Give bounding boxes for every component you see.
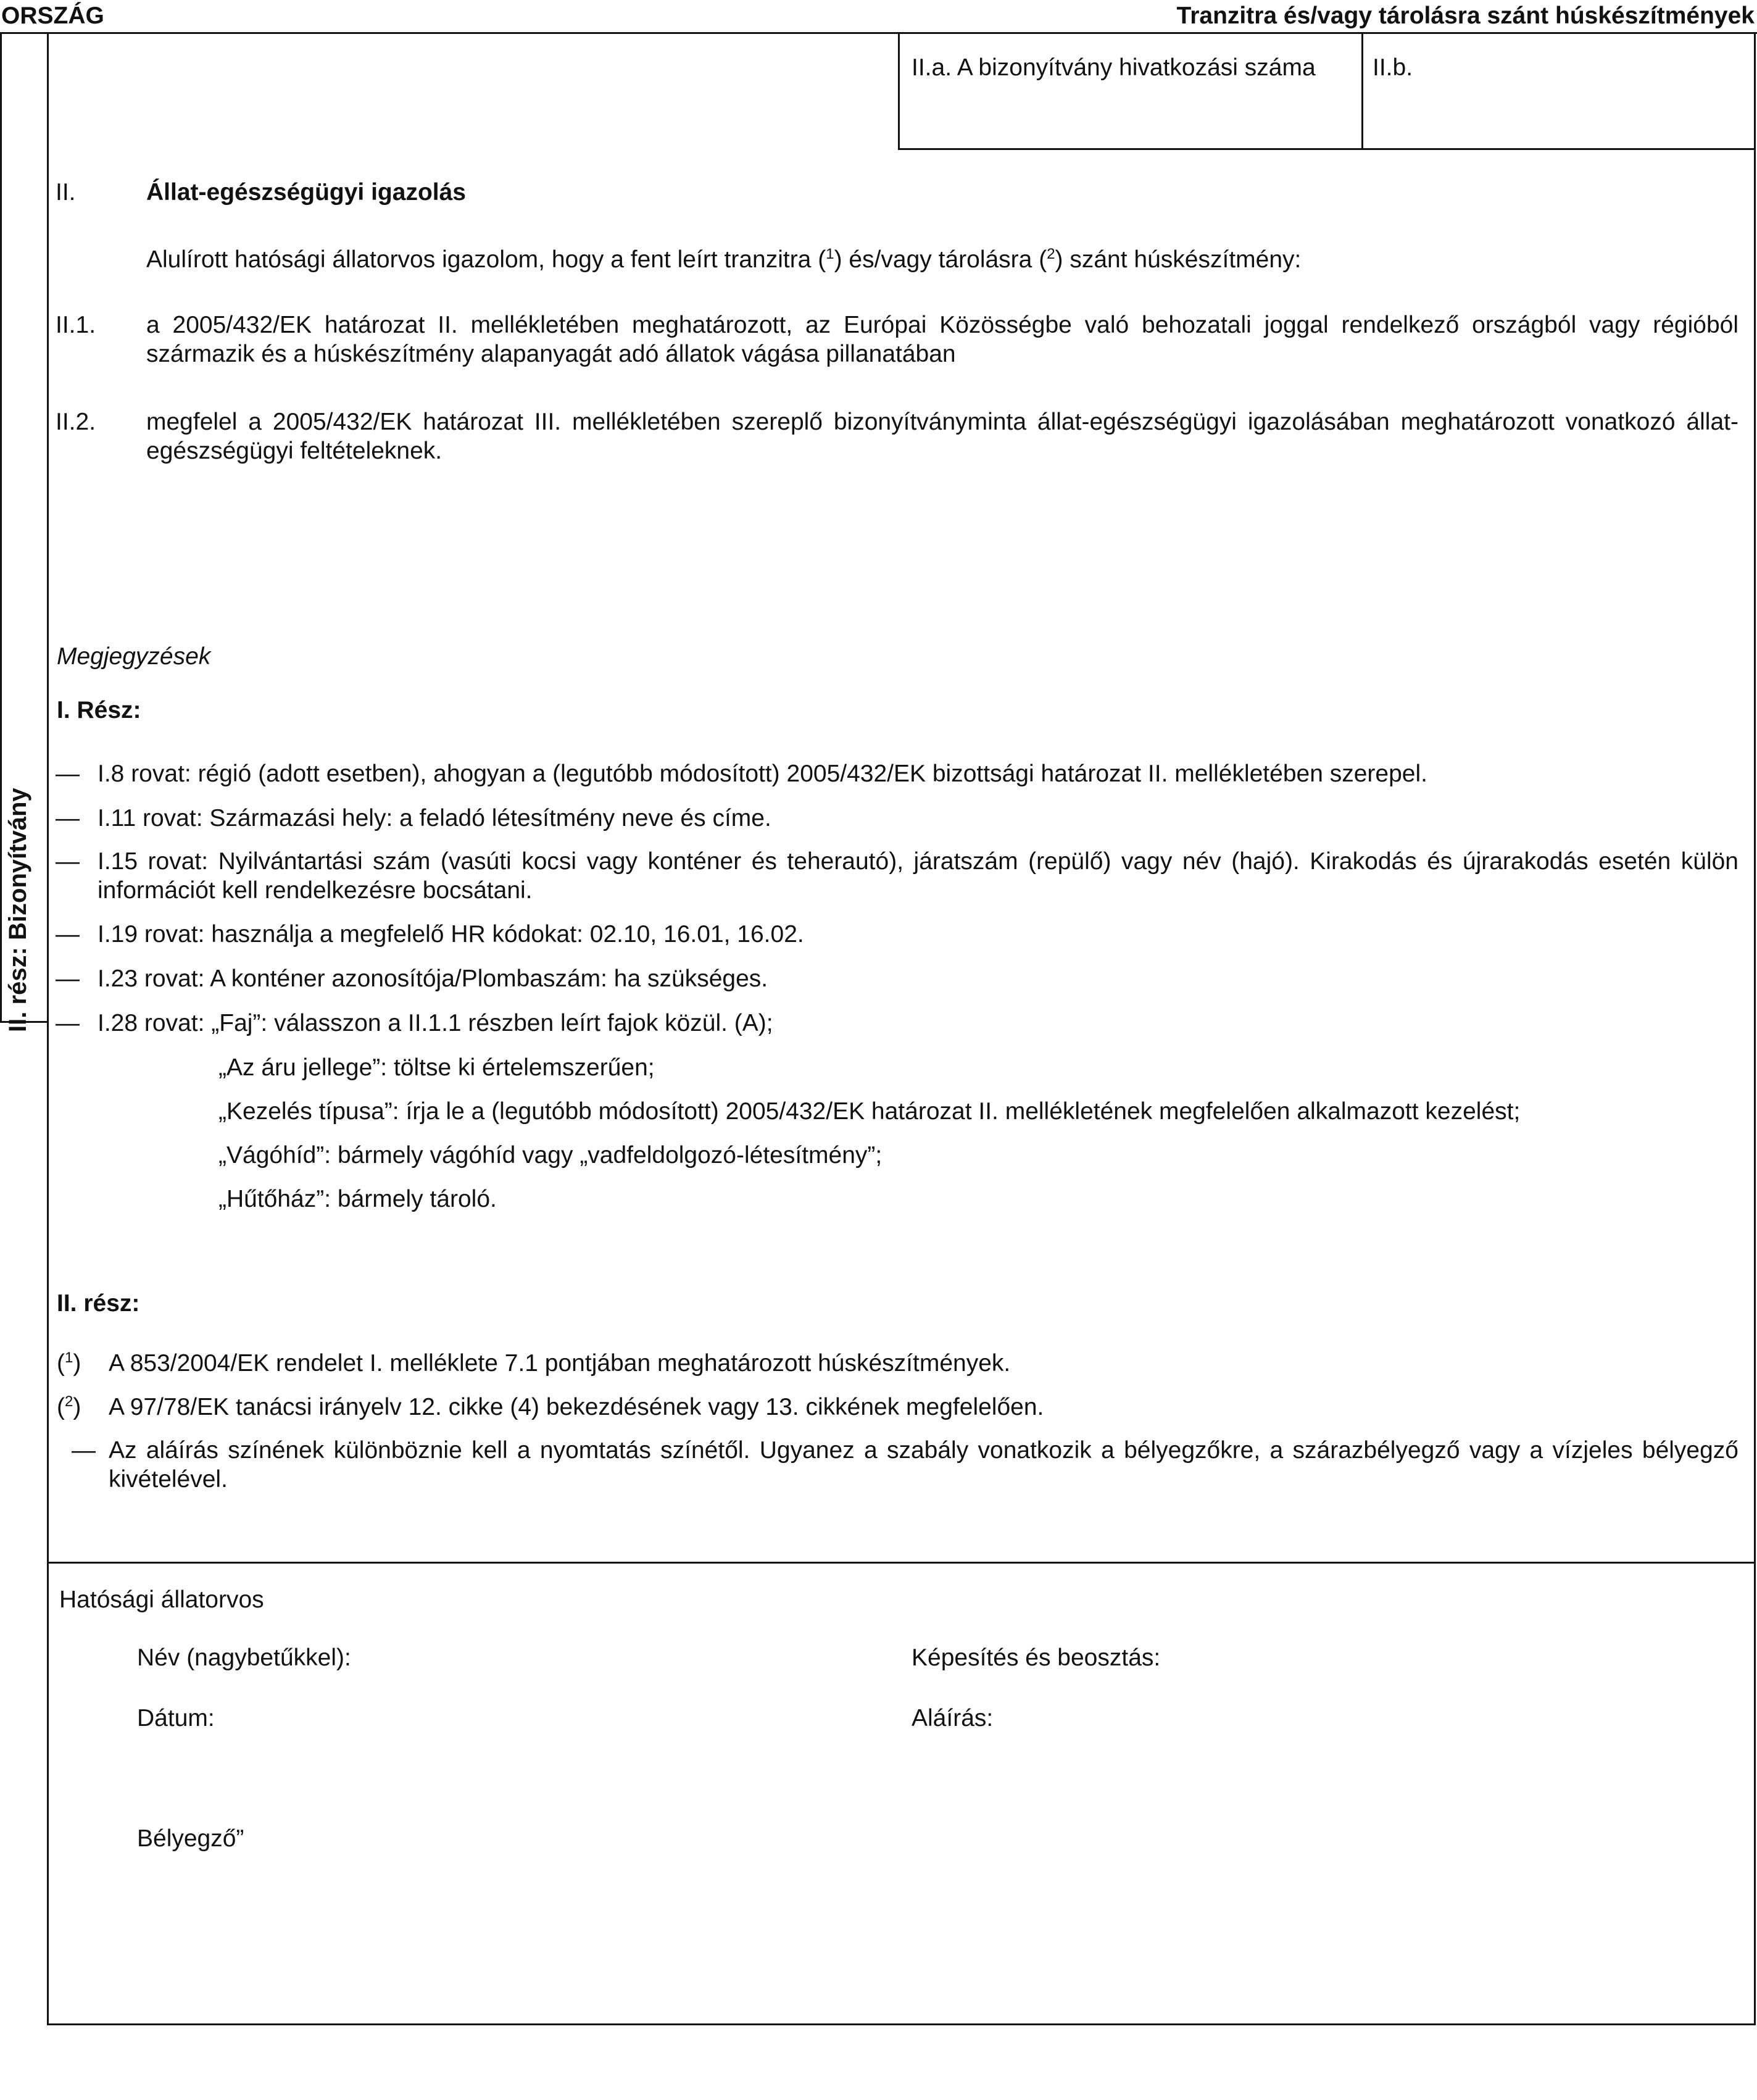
certificate-reference-number: II.a. A bizonyítvány hivatkozási száma bbox=[912, 54, 1316, 81]
footnote-text: A 853/2004/EK rendelet I. melléklete 7.1 pontjában meghatározott húskészítmények. bbox=[109, 1350, 1011, 1377]
part1-heading: I. Rész: bbox=[57, 697, 141, 723]
note-subitem: „Hűtőház”: bármely tároló. bbox=[218, 1186, 497, 1212]
ref-box-left-rule bbox=[898, 32, 900, 149]
dash-marker: — bbox=[56, 805, 80, 831]
header-rule bbox=[0, 32, 1757, 34]
dash-marker: — bbox=[72, 1437, 96, 1464]
dash-marker: — bbox=[56, 760, 80, 787]
ref-box-divider bbox=[1361, 32, 1363, 149]
note-item: I.15 rovat: Nyilvántartási szám (vasúti kocsi vagy konténer és teherautó), járatszám (repülő) vagy név (hajó). Kirakodás és újrarakodás esetén külön információt kell rendelkezésre bocsátani. bbox=[98, 848, 1738, 904]
note-subitem: „Vágóhíd”: bármely vágóhíd vagy „vadfeldolgozó-létesítmény”; bbox=[218, 1142, 883, 1169]
ref-box-bottom-rule bbox=[898, 148, 1756, 150]
note-subitem: „Az áru jellege”: töltse ki értelemszerűen; bbox=[218, 1054, 655, 1081]
qualification-label: Képesítés és beosztás: bbox=[912, 1644, 1161, 1671]
item-number: II.1. bbox=[56, 312, 96, 338]
section-intro: Alulírott hatósági állatorvos igazolom, hogy a fent leírt tranzitra ($^1$) és/vagy tárolásra ($^2$) szánt húskészítmény: bbox=[146, 246, 1302, 273]
part2-heading: II. rész: bbox=[57, 1290, 140, 1317]
dash-marker: — bbox=[56, 921, 80, 948]
item-text: a 2005/432/EK határozat II. mellékletében meghatározott, az Európai Közösségbe való behozatali joggal rendelkező országból vagy régióból származik és a húskészítmény alapanyagát adó állatok vágása pillanatában bbox=[146, 312, 1738, 367]
note-item: I.8 rovat: régió (adott esetben), ahogyan a (legutóbb módosított) 2005/432/EK bizottsági határozat II. mellékletében szerepel. bbox=[98, 760, 1427, 787]
stamp-label: Bélyegző” bbox=[137, 1825, 244, 1852]
item-number: II.2. bbox=[56, 409, 96, 435]
signature-divider bbox=[47, 1562, 1756, 1564]
country-header: ORSZÁG bbox=[1, 2, 104, 29]
field-iib: II.b. bbox=[1373, 54, 1413, 81]
section-title: Állat-egészségügyi igazolás bbox=[146, 179, 466, 206]
section-number: II. bbox=[56, 179, 76, 206]
dash-marker: — bbox=[56, 1010, 80, 1036]
item-text: megfelel a 2005/432/EK határozat III. mellékletében szereplő bizonyítványminta állat-egészségügyi igazolásában meghatározott vonatkozó állat-egészségügyi feltételeknek. bbox=[146, 409, 1738, 464]
official-veterinarian-heading: Hatósági állatorvos bbox=[59, 1586, 264, 1613]
dash-marker: — bbox=[56, 965, 80, 992]
footnote-marker: ($^1$) bbox=[57, 1349, 81, 1377]
footnote-marker: ($^2$) bbox=[57, 1393, 81, 1420]
note-item: I.23 rovat: A konténer azonosítója/Plombaszám: ha szükséges. bbox=[98, 965, 768, 992]
frame-left-rule bbox=[47, 32, 49, 2025]
left-margin-rule bbox=[0, 32, 2, 1022]
frame-bottom-rule bbox=[47, 2023, 1756, 2025]
note-item: I.28 rovat: „Faj”: válasszon a II.1.1 részben leírt fajok közül. (A); bbox=[98, 1010, 773, 1036]
signature-colour-note: Az aláírás színének különböznie kell a nyomtatás színétől. Ugyanez a szabály vonatkozik a bélyegzőkre, a szárazbélyegző vagy a vízjeles bélyegző kivételével. bbox=[109, 1437, 1738, 1493]
document-title: Tranzitra és/vagy tárolásra szánt húskészítmények bbox=[1176, 2, 1755, 29]
note-subitem: „Kezelés típusa”: írja le a (legutóbb módosított) 2005/432/EK határozat II. mellékletének megfelelően alkalmazott kezelést; bbox=[218, 1098, 1521, 1125]
footnote-text: A 97/78/EK tanácsi irányelv 12. cikke (4) bekezdésének vagy 13. cikkének megfelelően. bbox=[109, 1394, 1044, 1420]
dash-marker: — bbox=[56, 848, 80, 875]
signature-label: Aláírás: bbox=[912, 1705, 994, 1731]
note-item: I.19 rovat: használja a megfelelő HR kódokat: 02.10, 16.01, 16.02. bbox=[98, 921, 804, 948]
frame-right-rule bbox=[1754, 32, 1756, 2025]
name-label: Név (nagybetűkkel): bbox=[137, 1644, 351, 1671]
notes-heading: Megjegyzések bbox=[57, 643, 211, 670]
note-item: I.11 rovat: Származási hely: a feladó létesítmény neve és címe. bbox=[98, 805, 771, 831]
side-label: II. rész: Bizonyítvány bbox=[4, 788, 31, 1032]
date-label: Dátum: bbox=[137, 1705, 215, 1731]
